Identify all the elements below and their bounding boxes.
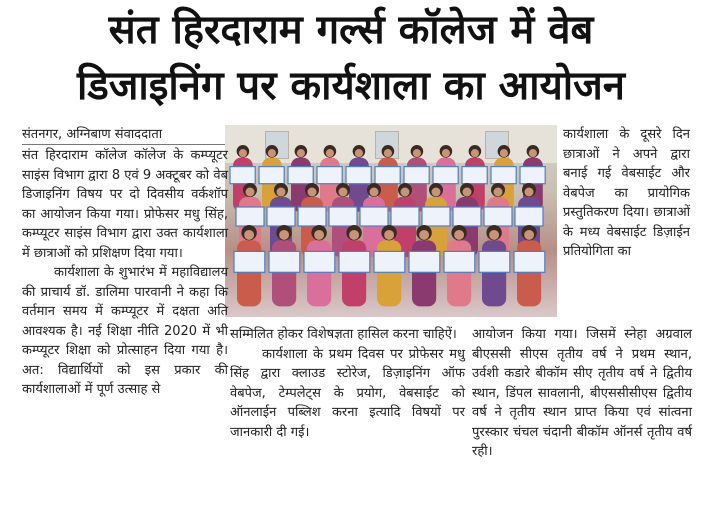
headline-line-1: संत हिरदाराम गर्ल्स कॉलेज में वेब (108, 7, 594, 53)
students-figures (225, 125, 557, 317)
article-column-3-top (563, 125, 690, 262)
certificate (346, 167, 371, 184)
certificate (304, 251, 335, 272)
certificate (404, 167, 429, 184)
certificate (234, 251, 265, 272)
student-face (384, 149, 392, 157)
student-face (442, 149, 450, 157)
certificate (453, 207, 481, 226)
student-body (377, 240, 401, 306)
student-body (447, 240, 471, 306)
student-face (524, 230, 534, 240)
student-face (297, 149, 305, 157)
student-face (454, 230, 464, 240)
student-body (237, 240, 261, 306)
certificate (391, 207, 419, 226)
student-body (482, 240, 506, 306)
headline-line-2: डिजाइनिंग पर कार्यशाला का आयोजन (76, 63, 626, 109)
certificate (375, 167, 400, 184)
student-face (277, 188, 286, 197)
student-body (412, 240, 436, 306)
student-face (471, 149, 479, 157)
student-face (355, 149, 363, 157)
certificate (422, 207, 450, 226)
student-face (525, 188, 534, 197)
certificate (515, 207, 543, 226)
certificate (259, 167, 284, 184)
certificate (236, 207, 264, 226)
certificate (329, 207, 357, 226)
student-face (463, 188, 472, 197)
certificate (374, 251, 405, 272)
student-body (307, 240, 331, 306)
student-face (413, 149, 421, 157)
byline: संतनगर, अग्निबाण संवाददाता (22, 126, 227, 145)
student-face (339, 188, 348, 197)
certificate (491, 167, 516, 184)
article-column-2 (230, 325, 465, 442)
certificate (433, 167, 458, 184)
student-face (432, 188, 441, 197)
certificate (444, 251, 475, 272)
certificate (339, 251, 370, 272)
certificate (317, 167, 342, 184)
student-face (370, 188, 379, 197)
paragraph: सम्मिलित होकर विशेषज्ञता हासिल करना चाहिऐं। (230, 327, 457, 342)
certificate (484, 207, 512, 226)
paragraph: कार्यशाला के शुभारंभ में महाविद्यालय की प्राचार्य डॉ. डालिमा पारवानी ने कहा कि वर्तमान समय में कम्प्यूटर में दक्षता अति आवश्यक है। नई शिक्षा नीति 2020 में भी कम्प्यूटर शिक्षा को प्रोत्साहन दिया गया है। अत: विद्यार्थियों को इस प्रकार की कार्यशालाओं में पूर्ण उत्साह से (22, 265, 228, 397)
certificate (479, 251, 510, 272)
certificate (409, 251, 440, 272)
paragraph: आयोजन किया गया। जिसमें स्नेहा अग्रवाल बीएससी सीएस तृतीय वर्ष ने प्रथम स्थान, उर्वशी कडारे बीकॉम सीए तृतीय वर्ष ने द्वितीय स्थान, डिंपल सावलानी, बीएससीसीएस द्वितीय वर्ष ने तृतीय स्थान प्राप्त किया एवं सांत्वना पुरस्कार चंचल चंदानी बीकॉम ऑनर्स तृतीय वर्ष रही। (472, 327, 692, 459)
paragraph: संत हिरदाराम कॉलेज कॉलेज के कम्प्यूटर साइंस विभाग द्वारा 8 एवं 9 अक्टूबर को वेब डिजाइनिंग विषय पर दो दिवसीय वर्कशॉप का आयोजन किया गया। प्रोफेसर मधु सिंह, कम्प्यूटर साइंस विभाग द्वारा उक्त कार्यशाला में छात्राओं को प्रशिक्षण दिया गया। (22, 148, 228, 261)
student-face (489, 230, 499, 240)
certificate (298, 207, 326, 226)
student-face (246, 188, 255, 197)
student-body (342, 240, 366, 306)
student-body (272, 240, 296, 306)
certificate (230, 167, 255, 184)
certificate (514, 251, 545, 272)
student-face (349, 230, 359, 240)
certificate (520, 167, 545, 184)
certificate (267, 207, 295, 226)
certificate (360, 207, 388, 226)
article-column-1 (22, 146, 228, 400)
student-face (529, 149, 537, 157)
certificate (462, 167, 487, 184)
student-body (517, 240, 541, 306)
paragraph: कार्यशाला के दूसरे दिन छात्राओं ने अपने द्वारा बनाई गई वेबसाईट और वेबपेज का प्रायोगिक प्रस्तुतिकरण दिया। छात्राओं के मध्य वेबसाईट डिज़ाईन प्रतियोगिता का (563, 127, 690, 259)
student-face (244, 230, 254, 240)
student-face (401, 188, 410, 197)
student-face (268, 149, 276, 157)
student-face (326, 149, 334, 157)
paragraph: कार्यशाला के प्रथम दिवस पर प्रोफेसर मधु सिंह द्वारा क्लाउड स्टोरेज, डिज़ाइनिंग ऑफ वेबपेज, टेम्पलेट्स के प्रयोग, वेबसाईट को ऑनलाईन पब्लिश करना इत्यादि विषयों पर जानकारी दी गई। (230, 346, 465, 440)
certificate (288, 167, 313, 184)
student-face (384, 230, 394, 240)
student-face (239, 149, 247, 157)
headline (0, 2, 702, 114)
group-photo (225, 125, 557, 317)
certificate (269, 251, 300, 272)
student-face (308, 188, 317, 197)
student-face (419, 230, 429, 240)
article-column-3 (472, 325, 692, 462)
student-face (494, 188, 503, 197)
student-face (279, 230, 289, 240)
student-face (314, 230, 324, 240)
student-face (500, 149, 508, 157)
